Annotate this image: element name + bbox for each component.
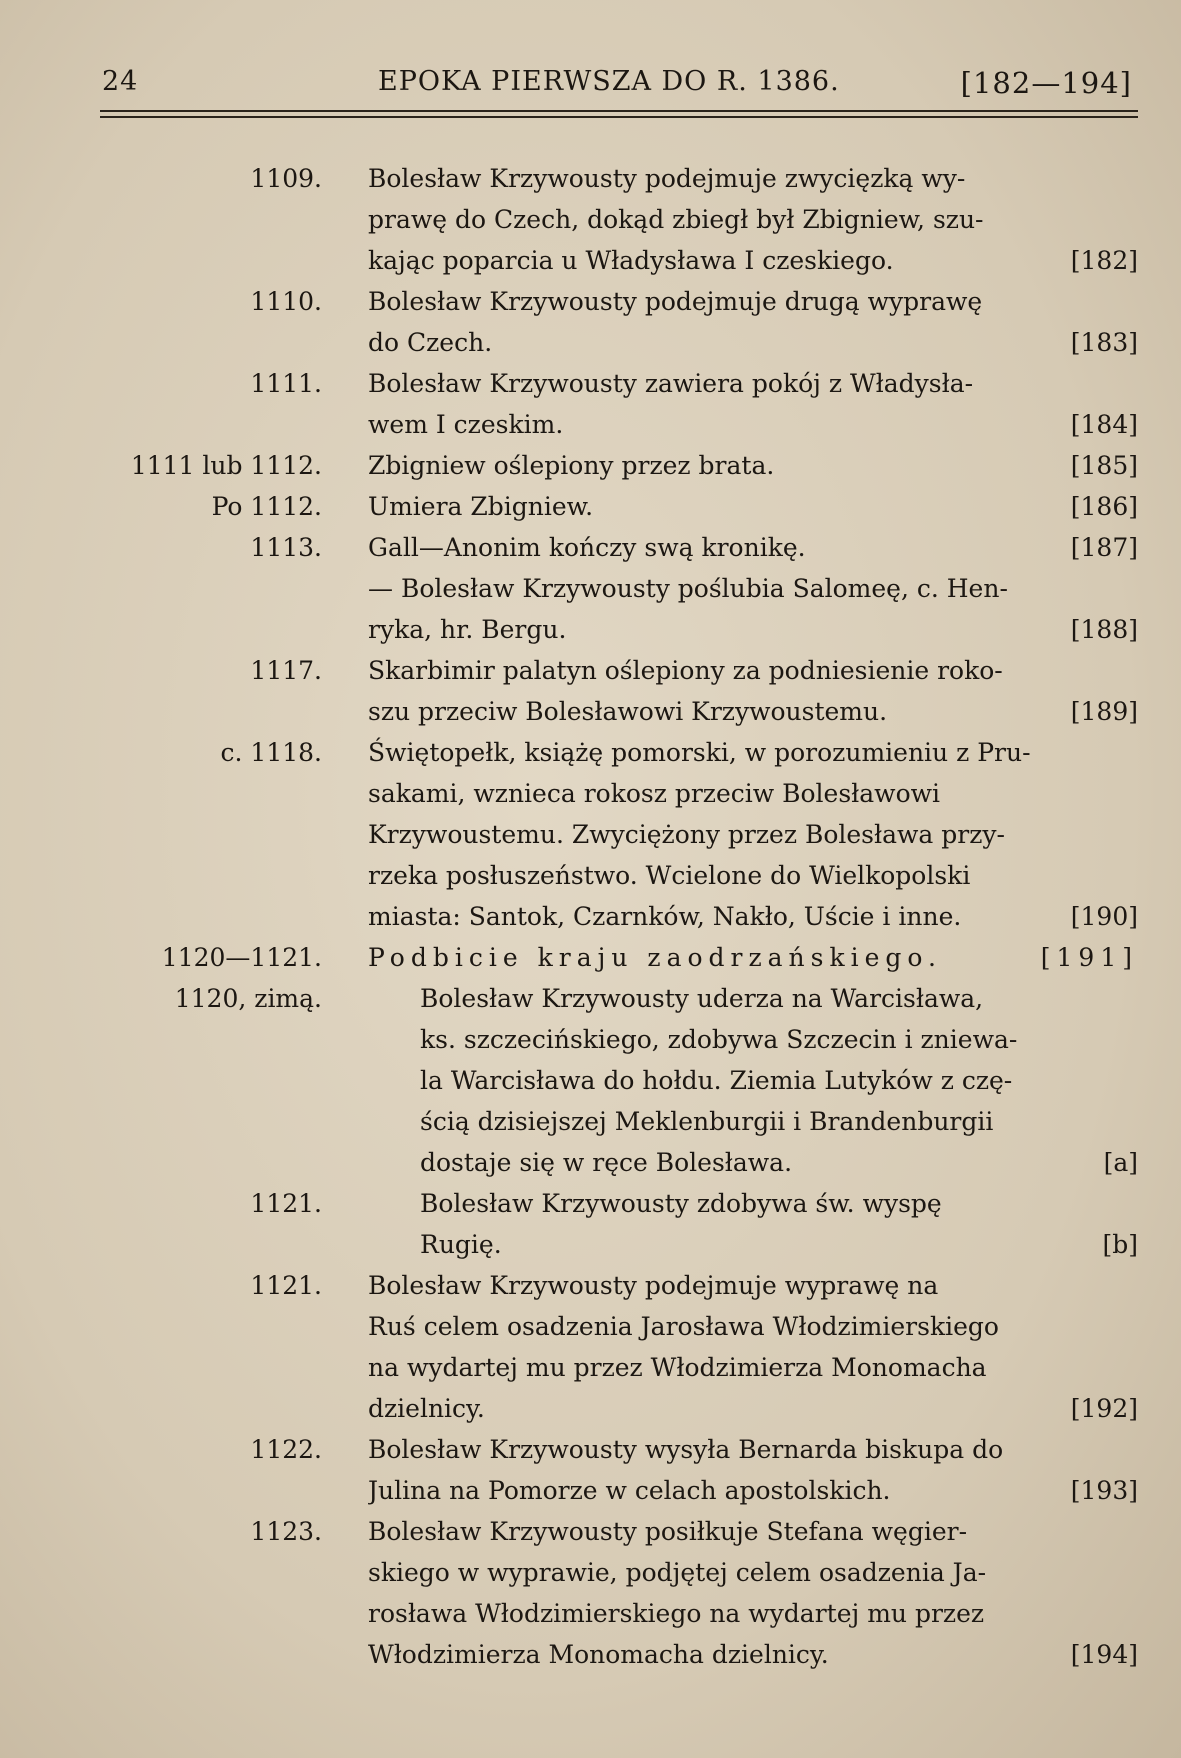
entry-text	[368, 445, 1138, 486]
chronology-entry	[100, 486, 1140, 527]
entry-reference: [186]	[1070, 492, 1138, 521]
entry-date: c. 1118.	[220, 738, 322, 767]
entry-line	[368, 363, 1138, 404]
entry-reference: [183]	[1070, 328, 1138, 357]
entry-line-text: Gall—Anonim kończy swą kronikę.	[368, 533, 806, 562]
entry-reference: [b]	[1102, 1230, 1138, 1259]
entry-text	[368, 281, 1138, 363]
entry-date: 1113.	[250, 533, 322, 562]
entry-line	[368, 855, 1138, 896]
entry-line-text: Bolesław Krzywousty uderza na Warcisława,	[420, 984, 984, 1013]
entry-text	[368, 527, 1138, 568]
entry-line	[368, 814, 1138, 855]
entry-line-text: — Bolesław Krzywousty poślubia Salomeę, c. Hen-	[368, 574, 1008, 603]
entry-text	[368, 158, 1138, 281]
chronology-entry	[100, 445, 1140, 486]
chronology-entry	[100, 281, 1140, 363]
entry-date: 1121.	[250, 1271, 322, 1300]
chronology-entry	[100, 1265, 1140, 1429]
entry-line	[368, 1511, 1138, 1552]
entry-date: 1122.	[250, 1435, 322, 1464]
entry-line-text: kając poparcia u Władysława I czeskiego.	[368, 246, 894, 275]
entry-reference: [191]	[1040, 943, 1138, 972]
entry-reference: [193]	[1070, 1476, 1138, 1505]
entry-text	[368, 1265, 1138, 1429]
entry-text	[420, 978, 1138, 1183]
entry-line	[368, 322, 1138, 363]
entry-line-text: la Warcisława do hołdu. Ziemia Lutyków z czę-	[420, 1066, 1013, 1095]
entry-line	[420, 1183, 1138, 1224]
entry-line	[368, 486, 1138, 527]
chronology-list	[100, 158, 1140, 1675]
entry-line-text: Włodzimierza Monomacha dzielnicy.	[368, 1640, 829, 1669]
entry-line	[368, 691, 1138, 732]
entry-reference: [a]	[1103, 1148, 1138, 1177]
entry-line	[368, 650, 1138, 691]
entry-date: 1123.	[250, 1517, 322, 1546]
chronology-entry	[100, 1511, 1140, 1675]
entry-line-text: Świętopełk, książę pomorski, w porozumieniu z Pru-	[368, 738, 1031, 767]
entry-line-text: skiego w wyprawie, podjętej celem osadzenia Ja-	[368, 1558, 987, 1587]
entry-line	[420, 1101, 1138, 1142]
entry-date: 1120—1121.	[161, 943, 322, 972]
entry-line	[368, 1470, 1138, 1511]
entry-line	[368, 404, 1138, 445]
entry-line	[368, 527, 1138, 568]
entry-line	[368, 1634, 1138, 1675]
entry-line-text: Bolesław Krzywousty zawiera pokój z Władysła-	[368, 369, 974, 398]
running-title: EPOKA PIERWSZA DO R. 1386.	[378, 66, 840, 97]
entry-text	[368, 650, 1138, 732]
entry-date: 1120, zimą.	[174, 984, 322, 1013]
entry-line-text: dzielnicy.	[368, 1394, 485, 1423]
entry-line-text: Bolesław Krzywousty wysyła Bernarda biskupa do	[368, 1435, 1004, 1464]
entry-text	[368, 1429, 1138, 1511]
entry-text	[368, 363, 1138, 445]
entry-reference: [190]	[1070, 902, 1138, 931]
entry-reference: [182]	[1070, 246, 1138, 275]
entry-line-text: Bolesław Krzywousty podejmuje drugą wyprawę	[368, 287, 983, 316]
chronology-entry	[100, 568, 1140, 650]
entry-line	[368, 732, 1138, 773]
entry-line	[368, 1552, 1138, 1593]
entry-line	[368, 937, 1138, 978]
running-header	[100, 52, 1140, 112]
entry-line	[368, 1388, 1138, 1429]
entry-line-text: rzeka posłuszeństwo. Wcielone do Wielkopolski	[368, 861, 971, 890]
entry-line	[368, 568, 1138, 609]
entry-line-text: ścią dzisiejszej Meklenburgii i Brandenburgii	[420, 1107, 994, 1136]
entry-line	[368, 1429, 1138, 1470]
chronology-entry	[100, 527, 1140, 568]
entry-line-text: Bolesław Krzywousty posiłkuje Stefana węgier-	[368, 1517, 968, 1546]
chronology-entry	[100, 937, 1140, 978]
entry-line	[368, 1347, 1138, 1388]
entry-line	[420, 1142, 1138, 1183]
entry-line-text: Podbicie kraju zaodrzańskiego.	[368, 943, 942, 972]
entry-line-text: ryka, hr. Bergu.	[368, 615, 567, 644]
entry-line-text: Krzywoustemu. Zwyciężony przez Bolesława przy-	[368, 820, 1005, 849]
entry-line-text: sakami, wznieca rokosz przeciw Bolesławowi	[368, 779, 941, 808]
header-rule	[100, 110, 1138, 118]
entry-line	[368, 1265, 1138, 1306]
entry-line-text: Zbigniew oślepiony przez brata.	[368, 451, 775, 480]
entry-reference: [187]	[1070, 533, 1138, 562]
entry-line-text: Rugię.	[420, 1230, 502, 1259]
entry-date: 1117.	[250, 656, 322, 685]
entry-reference: [188]	[1070, 615, 1138, 644]
chronology-entry	[100, 732, 1140, 937]
entry-line	[368, 1306, 1138, 1347]
entry-line-text: do Czech.	[368, 328, 493, 357]
entry-line-text: miasta: Santok, Czarnków, Nakło, Uście i inne.	[368, 902, 962, 931]
entry-line-text: Bolesław Krzywousty podejmuje wyprawę na	[368, 1271, 939, 1300]
entry-line	[368, 445, 1138, 486]
entry-line	[368, 199, 1138, 240]
entry-reference: [184]	[1070, 410, 1138, 439]
page-number: 24	[102, 66, 139, 97]
entry-date: 1121.	[250, 1189, 322, 1218]
entry-text	[368, 732, 1138, 937]
entry-date: 1111.	[250, 369, 322, 398]
chronology-entry	[100, 158, 1140, 281]
entry-line-text: wem I czeskim.	[368, 410, 564, 439]
entry-line	[368, 158, 1138, 199]
entry-line	[420, 1224, 1138, 1265]
entry-line	[368, 609, 1138, 650]
entry-date: 1111 lub 1112.	[130, 451, 322, 480]
chronology-entry	[100, 978, 1140, 1183]
entry-text	[368, 1511, 1138, 1675]
entry-text	[420, 1183, 1138, 1265]
entry-line-text: Umiera Zbigniew.	[368, 492, 594, 521]
entry-text	[368, 486, 1138, 527]
entry-line	[368, 896, 1138, 937]
entry-line-text: rosława Włodzimierskiego na wydartej mu przez	[368, 1599, 985, 1628]
entry-line-text: na wydartej mu przez Włodzimierza Monomacha	[368, 1353, 987, 1382]
entry-line-text: Bolesław Krzywousty podejmuje zwycięzką wy-	[368, 164, 966, 193]
entry-text	[368, 937, 1138, 978]
entry-line-text: Julina na Pomorze w celach apostolskich.	[368, 1476, 891, 1505]
entry-line	[368, 240, 1138, 281]
entry-line-text: prawę do Czech, dokąd zbiegł był Zbigniew, szu-	[368, 205, 984, 234]
entry-reference: [194]	[1070, 1640, 1138, 1669]
chronology-entry	[100, 1183, 1140, 1265]
chronology-entry	[100, 363, 1140, 445]
entry-reference: [192]	[1070, 1394, 1138, 1423]
entry-line-text: szu przeciw Bolesławowi Krzywoustemu.	[368, 697, 888, 726]
entry-line-text: ks. szczecińskiego, zdobywa Szczecin i zniewa-	[420, 1025, 1018, 1054]
entry-line	[368, 1593, 1138, 1634]
entry-line	[420, 1060, 1138, 1101]
entry-line	[368, 773, 1138, 814]
chronology-entry	[100, 650, 1140, 732]
entry-line-text: Skarbimir palatyn oślepiony za podniesienie roko-	[368, 656, 1003, 685]
entry-line	[368, 281, 1138, 322]
entry-line-text: dostaje się w ręce Bolesława.	[420, 1148, 793, 1177]
entry-date: 1110.	[250, 287, 322, 316]
entry-reference: [189]	[1070, 697, 1138, 726]
entry-line	[420, 1019, 1138, 1060]
entry-date: Po 1112.	[211, 492, 322, 521]
entry-text	[368, 568, 1138, 650]
entry-date: 1109.	[250, 164, 322, 193]
entry-range: [182—194]	[960, 66, 1132, 100]
chronology-entry	[100, 1429, 1140, 1511]
entry-line-text: Ruś celem osadzenia Jarosława Włodzimierskiego	[368, 1312, 999, 1341]
entry-line-text: Bolesław Krzywousty zdobywa św. wyspę	[420, 1189, 942, 1218]
entry-line	[420, 978, 1138, 1019]
entry-reference: [185]	[1070, 451, 1138, 480]
